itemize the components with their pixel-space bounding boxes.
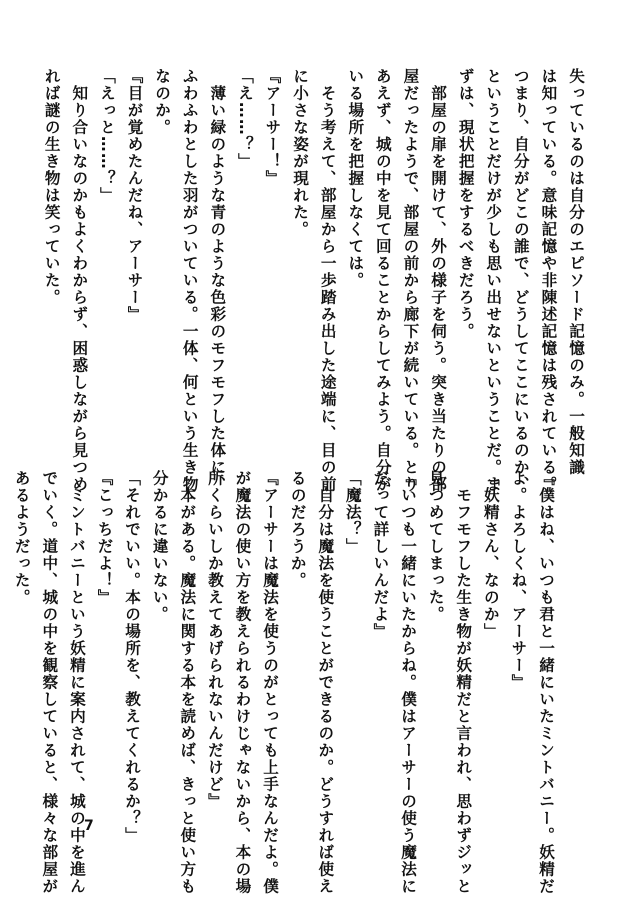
text-line: 『アーサーは魔法を使うのがとっても上手なんだよ。僕 [261, 470, 280, 895]
text-line: ふわふわとした羽がついている。一体、何という生き物 [180, 68, 199, 493]
text-line: 『こっちだよ！』 [95, 470, 114, 606]
text-line: 「え……？」 [235, 68, 254, 170]
text-line: あえず、城の中を見て回ることからしてみよう。自分が [373, 68, 392, 493]
text-line: あるようだった。 [12, 470, 31, 606]
text-line: 薄い緑のような青のような色彩のモフモフした体に、 [208, 68, 227, 493]
text-line: 「妖精さん、なのか」 [481, 470, 500, 640]
text-line: 知り合いなのかもよくわからず、困惑しながら見つめ [70, 68, 89, 493]
text-line: 自分は魔法を使うことができるのか。どうすれば使え [316, 470, 335, 895]
text-line: 失っているのは自分のエピソード記憶のみ。一般知識 [567, 68, 585, 476]
text-line: ということだけが少しも思い出せないということだ。ま [484, 68, 503, 493]
upper-text-block [37, 68, 589, 493]
text-line: だって詳しいんだよ』 [371, 470, 390, 640]
text-line: 『いつも一緒にいたからね。僕はアーサーの使う魔法に [399, 470, 418, 895]
text-line: に小さな姿が現れた。 [291, 68, 310, 238]
text-line: ずは、現状把握をするべきだろう。 [456, 68, 475, 340]
text-line: れば謎の生き物は笑っていた。 [42, 68, 61, 306]
text-line: るのだろうか。 [288, 470, 307, 589]
text-line: そう考えて、部屋から一歩踏み出した途端に、目の前 [318, 68, 337, 493]
text-line: は知っている。意味記憶や非陳述記憶は残されている。 [539, 68, 558, 493]
text-line: 『アーサー！』 [263, 68, 282, 187]
text-line: 本がある。魔法に関する本を読めば、きっと使い方も [178, 470, 197, 895]
text-line: 『僕はね、いつも君と一緒にいたミントバニー。妖精だ [537, 470, 555, 895]
page-number: 7 [84, 818, 94, 834]
text-line: よ。よろしくね、アーサー』 [509, 470, 528, 691]
text-line: 「それでいい。本の場所を、教えてくれるか？」 [123, 470, 142, 844]
text-line: 見つめてしまった。 [426, 470, 445, 623]
text-line: 部屋の扉を開けて、外の様子を伺う。突き当たりの部 [429, 68, 448, 493]
text-line: 「魔法？」 [343, 470, 362, 555]
text-line: ミントバニーという妖精に案内されて、城の中を進ん [67, 470, 86, 895]
text-line: つまり、自分がどこの誰で、どうしてここにいるのか、 [511, 68, 530, 493]
text-line: 「えっと……？」 [97, 68, 116, 204]
text-line: 所くらいしか教えてあげられないんだけど』 [205, 470, 224, 810]
text-line: いる場所を把握しなくては。 [346, 68, 365, 289]
text-line: 屋だったようで、部屋の前から廊下が続いている。とり [401, 68, 420, 493]
text-line: でいく。道中、城の中を観察していると、様々な部屋が [40, 470, 59, 895]
text-line: モフモフした生き物が妖精だと言われ、思わずジッと [454, 470, 473, 895]
text-line: 『目が覚めたんだね、アーサー』 [125, 68, 144, 323]
text-line: 分かるに違いない。 [150, 470, 169, 623]
text-line: なのか。 [153, 68, 172, 136]
text-line: が魔法の使い方を教えられるわけじゃないから、本の場 [233, 470, 252, 895]
lower-text-block [7, 470, 559, 895]
